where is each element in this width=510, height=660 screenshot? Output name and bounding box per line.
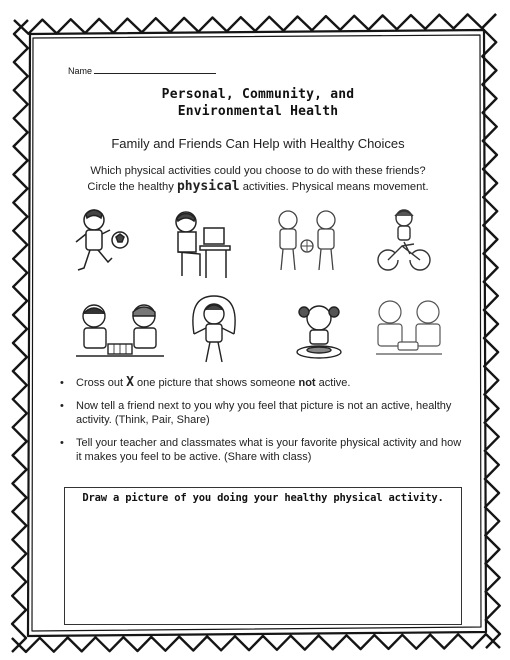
question-text: Which physical activities could you choose to do with these friends?: [90, 165, 426, 177]
physical-emphasis: physical: [176, 179, 240, 194]
circle-suffix: activities. Physical means movement.: [242, 181, 429, 193]
bullet-1-middle: one picture that shows someone: [137, 377, 296, 389]
two-kids-ball-icon[interactable]: [268, 206, 346, 278]
circle-prefix: Circle the healthy: [87, 181, 174, 193]
boy-jump-rope-icon[interactable]: [184, 294, 244, 368]
title-line-1: Personal, Community, and: [161, 87, 355, 102]
circle-instruction: [48, 179, 468, 195]
drawing-area[interactable]: [64, 487, 462, 625]
cross-out-x: X: [126, 375, 134, 390]
title-line-2: Environmental Health: [177, 104, 339, 119]
kids-board-game-icon[interactable]: [72, 300, 168, 366]
girl-bicycle-icon[interactable]: [374, 206, 434, 276]
not-emphasis: not: [298, 377, 316, 389]
bullet-dot-icon: •: [60, 437, 64, 449]
list-item: [56, 436, 466, 464]
boy-computer-icon[interactable]: [166, 206, 236, 284]
list-item: [56, 376, 466, 390]
bullet-1-prefix: Cross out: [76, 377, 124, 389]
name-label: Name: [68, 66, 93, 76]
list-item: [56, 399, 466, 427]
subtitle: Family and Friends Can Help with Healthy Choices: [111, 136, 405, 151]
boy-soccer-icon[interactable]: [68, 206, 134, 284]
two-boys-playing-icon[interactable]: [368, 296, 450, 366]
name-field[interactable]: [68, 66, 216, 76]
bullet-1-suffix: active.: [318, 377, 351, 389]
instructions: [48, 164, 468, 195]
bullet-3-text: Tell your teacher and classmates what is your favorite physical activity and how it makes you feel to be active. (Share with class): [76, 437, 462, 463]
page-title: [48, 86, 468, 120]
bullet-dot-icon: •: [60, 400, 64, 412]
worksheet: [48, 60, 468, 620]
bullet-dot-icon: •: [60, 377, 64, 389]
name-line[interactable]: [94, 73, 216, 74]
instruction-list: [56, 376, 466, 473]
bullet-2-text: Now tell a friend next to you why you feel that picture is not an active, healthy activity. (Think, Pair, Share): [76, 400, 452, 426]
drawing-prompt: Draw a picture of you doing your healthy physical activity.: [82, 492, 444, 504]
girl-eating-icon[interactable]: [284, 296, 354, 366]
